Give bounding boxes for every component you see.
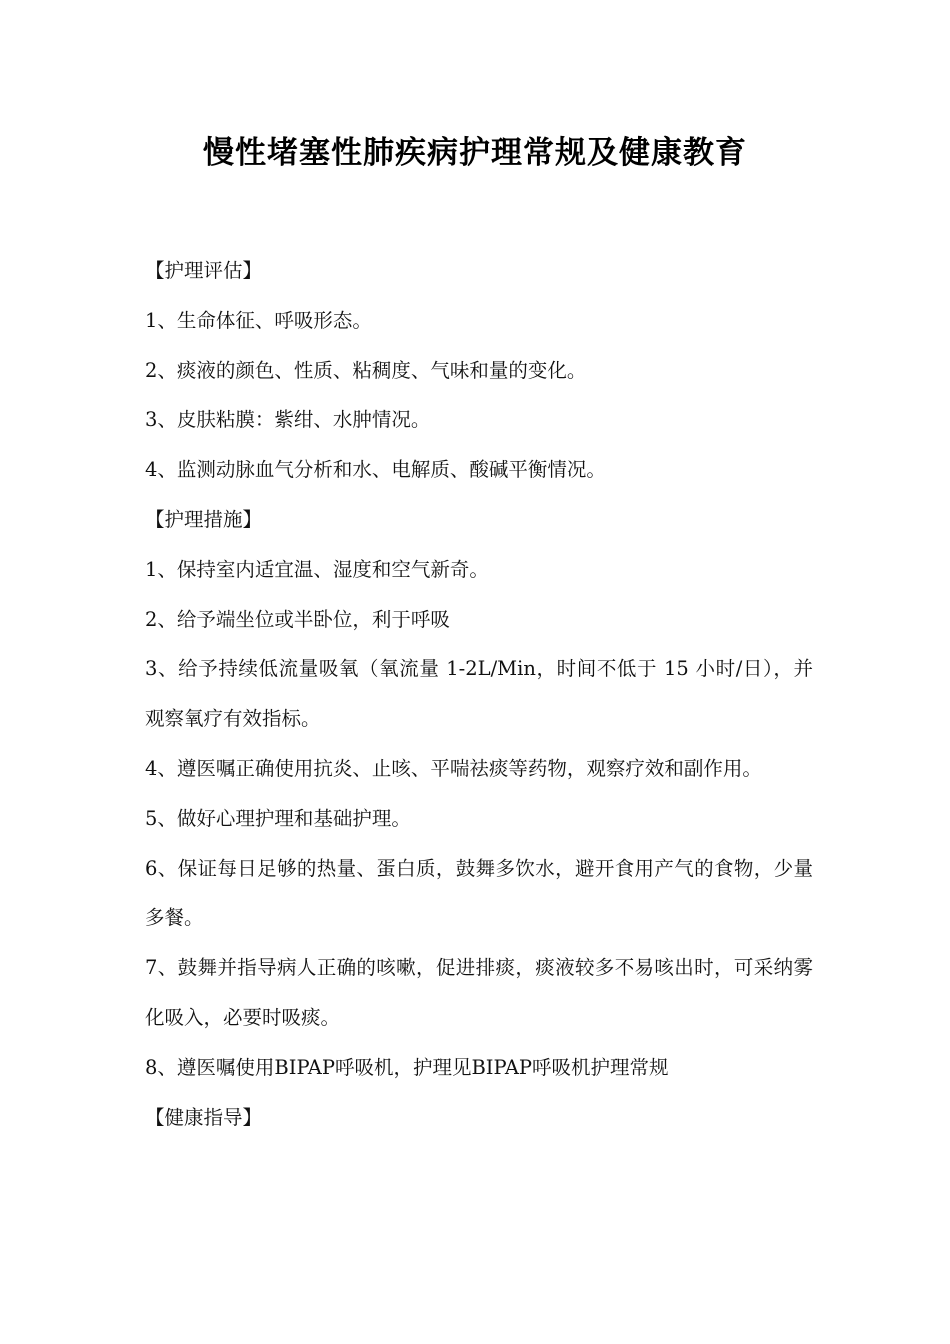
section-heading-measures: 【护理措施】 [145,507,263,531]
measure-item-6: 6、保证每日足够的热量、蛋白质，鼓舞多饮水，避开食用产气的食物，少量多餐。 [145,856,813,930]
measure-item-3: 3、给予持续低流量吸氧（氧流量 1-2L/Min，时间不低于 15 小时/日），并观察氧疗有效指标。 [145,657,813,731]
measure-item-4: 4、遵医嘱正确使用抗炎、止咳、平喘祛痰等药物，观察疗效和副作用。 [145,756,762,780]
section-heading-health-guidance: 【健康指导】 [145,1105,263,1129]
document-title: 慢性堵塞性肺疾病护理常规及健康教育 [203,135,747,171]
document-body [145,246,813,1142]
assessment-item-2: 2、痰液的颜色、性质、粘稠度、气味和量的变化。 [145,358,587,382]
assessment-item-1: 1、生命体征、呼吸形态。 [145,308,372,332]
measure-item-1: 1、保持室内适宜温、湿度和空气新奇。 [145,557,489,581]
measure-item-5: 5、做好心理护理和基础护理。 [145,806,411,830]
assessment-item-4: 4、监测动脉血气分析和水、电解质、酸碱平衡情况。 [145,458,606,482]
assessment-item-3: 3、皮肤粘膜：紫绀、水肿情况。 [145,408,431,432]
measure-item-8: 8、遵医嘱使用BIPAP呼吸机，护理见BIPAP呼吸机护理常规 [145,1055,669,1079]
section-heading-assessment: 【护理评估】 [145,259,263,282]
measure-item-7: 7、鼓舞并指导病人正确的咳嗽，促进排痰，痰液较多不易咳出时，可采纳雾化吸入，必要时吸痰。 [145,956,813,1029]
measure-item-2: 2、给予端坐位或半卧位，利于呼吸 [145,607,450,631]
